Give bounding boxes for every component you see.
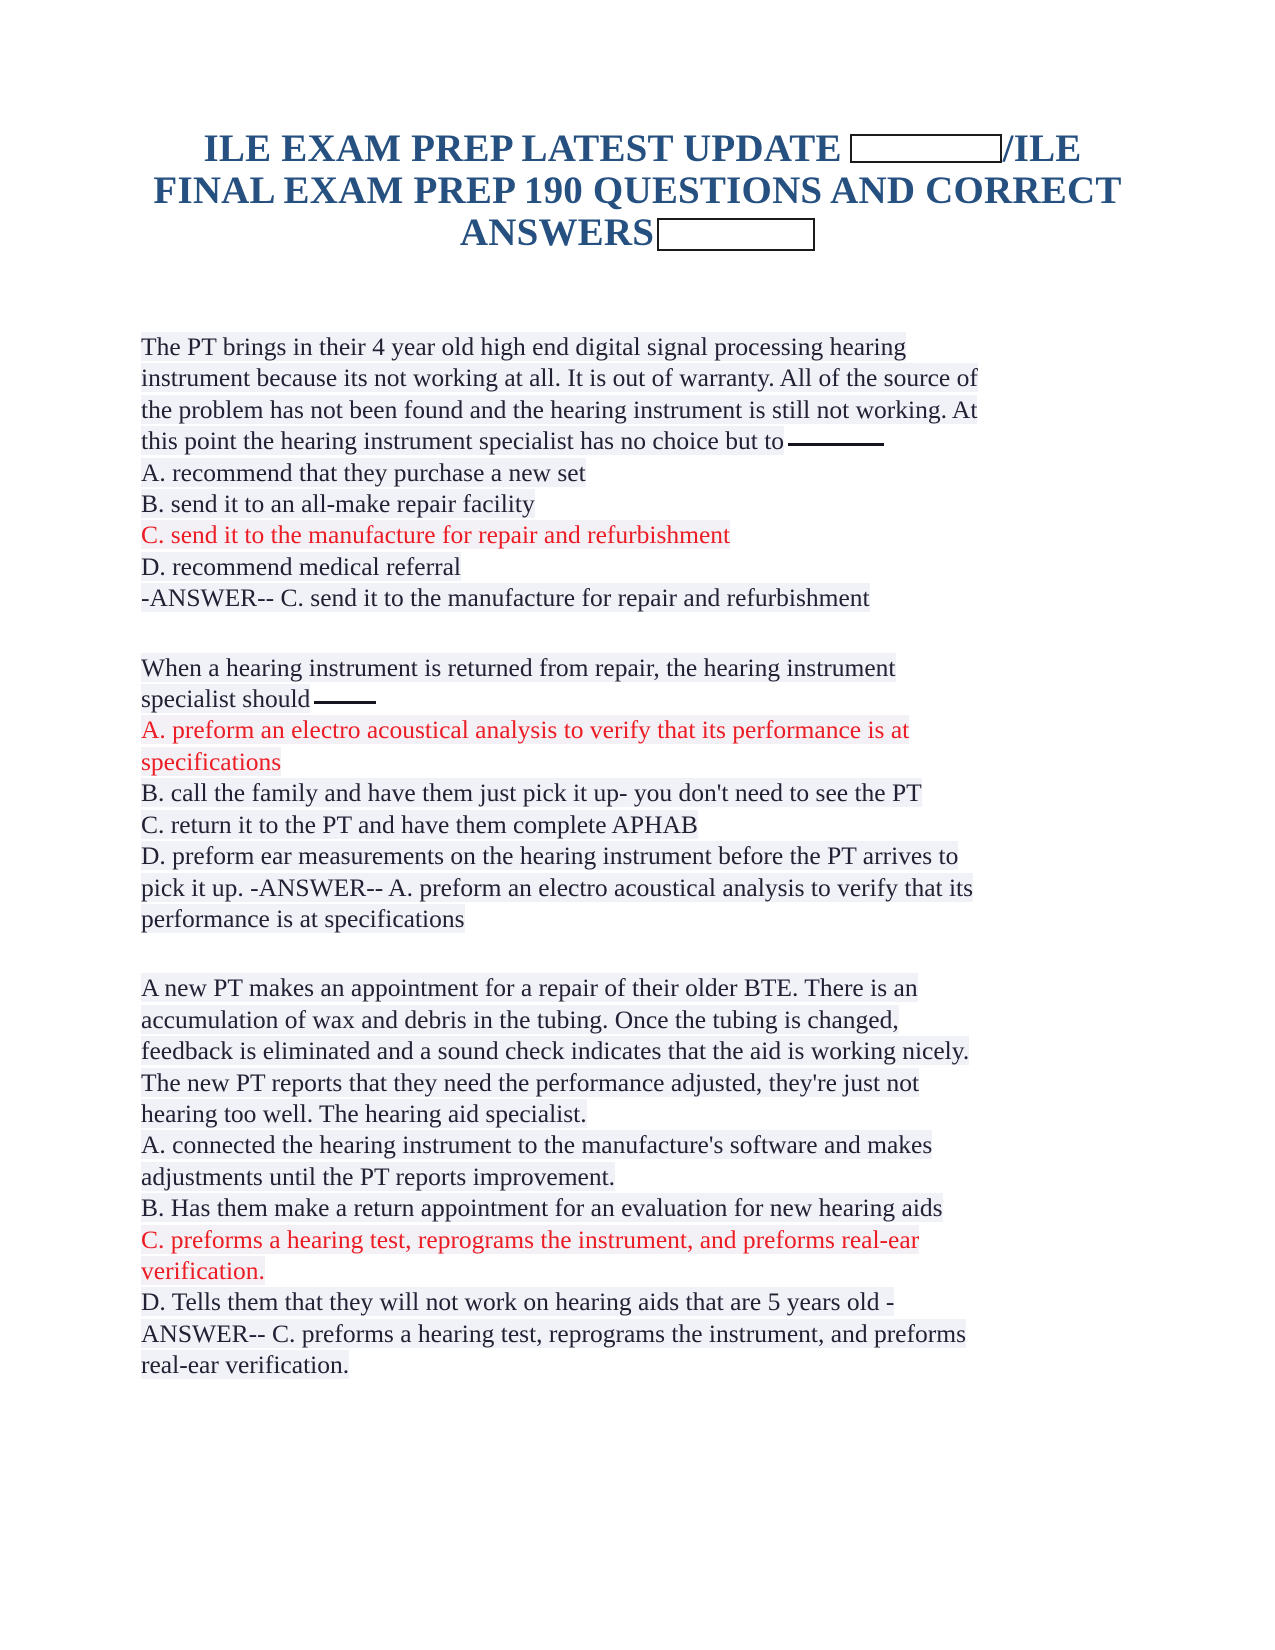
option-line: [141, 809, 1071, 840]
answer-line: [141, 903, 1071, 934]
answer-text: real-ear verification.: [141, 1350, 350, 1380]
question-stem-text: The PT brings in their 4 year old high end digital signal processing hearing: [141, 332, 907, 361]
answer-text: ANSWER-- C. preforms a hearing test, reprograms the instrument, and preforms: [141, 1318, 966, 1348]
option-line: [141, 1192, 1071, 1223]
question-block: [141, 652, 1071, 935]
option-text: preform an electro acoustical analysis to verify that its performance is at: [172, 715, 910, 745]
answer-line: [141, 1318, 1071, 1349]
question-stem-line: [141, 1098, 1071, 1129]
option-line: [141, 1129, 1071, 1160]
title-line-1-suffix: /ILE: [1002, 127, 1082, 170]
fill-in-blank: [314, 701, 376, 704]
option-text: connected the hearing instrument to the manufacture's software and makes: [172, 1130, 933, 1160]
question-stem-line: [141, 1035, 1071, 1066]
title-line-3: [0, 212, 1275, 254]
option-line-correct-cont: [141, 1255, 1071, 1286]
fill-in-blank: [788, 443, 884, 446]
option-label: A.: [141, 457, 166, 487]
option-label: C.: [141, 520, 165, 550]
option-label: C.: [141, 809, 165, 839]
option-text: send it to the manufacture for repair and refurbishment: [170, 520, 731, 550]
option-text: recommend medical referral: [172, 551, 462, 581]
option-line-cont: [141, 1161, 1071, 1192]
question-stem-line: [141, 425, 1071, 456]
option-line-correct: [141, 714, 1071, 745]
option-line-correct-cont: [141, 746, 1071, 777]
option-label: C.: [141, 1224, 165, 1254]
option-text: preform ear measurements on the hearing instrument before the PT arrives to: [172, 841, 959, 871]
option-line: [141, 551, 1071, 582]
option-line: [141, 457, 1071, 488]
question-block: [141, 331, 1071, 614]
option-label: A.: [141, 715, 166, 745]
title-line-1-text: ILE EXAM PREP LATEST UPDATE: [203, 127, 842, 170]
option-text: send it to an all-make repair facility: [170, 489, 535, 519]
question-stem-text: instrument because its not working at all. It is out of warranty. All of the source of: [141, 363, 978, 393]
question-stem-text: feedback is eliminated and a sound check indicates that the aid is working nicely.: [141, 1036, 970, 1066]
question-stem-line: [141, 1067, 1071, 1098]
option-label: A.: [141, 1130, 166, 1160]
question-stem-line: [141, 362, 1071, 393]
option-line-correct: [141, 519, 1071, 550]
question-stem-line: [141, 683, 1071, 714]
question-stem-line: [141, 394, 1071, 425]
answer-text: pick it up. -ANSWER-- A. preform an electro acoustical analysis to verify that its: [141, 872, 974, 902]
option-text: call the family and have them just pick it up- you don't need to see the PT: [170, 778, 922, 808]
question-stem-line: [141, 1004, 1071, 1035]
question-stem-text: When a hearing instrument is returned from repair, the hearing instrument: [141, 652, 896, 682]
question-stem-text: the problem has not been found and the hearing instrument is still not working. At: [141, 394, 978, 424]
option-text: return it to the PT and have them complete APHAB: [170, 809, 698, 839]
option-text: preforms a hearing test, reprograms the instrument, and preforms real-ear: [170, 1224, 920, 1254]
question-stem-text: hearing too well. The hearing aid specialist.: [141, 1098, 587, 1128]
option-label: D.: [141, 551, 166, 581]
answer-line: [141, 1349, 1071, 1380]
answer-text: performance is at specifications: [141, 903, 465, 933]
redacted-date-box-2: [657, 218, 815, 251]
title-line-2: FINAL EXAM PREP 190 QUESTIONS AND CORRECT: [153, 169, 1122, 212]
question-stem-text: this point the hearing instrument specialist has no choice but to: [141, 426, 785, 456]
option-text-cont: adjustments until the PT reports improvement.: [141, 1161, 616, 1191]
title-line-1: [0, 128, 1275, 170]
page-title: [0, 0, 1275, 254]
option-label: B.: [141, 778, 165, 808]
question-stem-line: [141, 331, 1071, 362]
option-line: [141, 1286, 1071, 1317]
question-stem-text: accumulation of wax and debris in the tubing. Once the tubing is changed,: [141, 1004, 899, 1034]
option-text-cont: specifications: [141, 746, 282, 776]
document-body: [141, 331, 1071, 1381]
redacted-date-box-1: [850, 134, 1002, 163]
question-stem-text: The new PT reports that they need the performance adjusted, they're just not: [141, 1067, 920, 1097]
option-line-correct: [141, 1224, 1071, 1255]
option-line: [141, 777, 1071, 808]
option-label: D.: [141, 841, 166, 871]
option-line: [141, 840, 1071, 871]
question-stem-line: [141, 652, 1071, 683]
option-label: B.: [141, 489, 165, 519]
option-text: Has them make a return appointment for an evaluation for new hearing aids: [170, 1193, 943, 1223]
option-label: B.: [141, 1193, 165, 1223]
question-stem-text: A new PT makes an appointment for a repair of their older BTE. There is an: [141, 973, 918, 1003]
title-line-3-text: ANSWERS: [459, 211, 655, 254]
option-text-cont: verification.: [141, 1255, 265, 1285]
option-label: D.: [141, 1287, 166, 1317]
answer-line: [141, 872, 1071, 903]
answer-text: -ANSWER-- C. send it to the manufacture for repair and refurbishment: [141, 583, 870, 613]
question-stem-line: [141, 972, 1071, 1003]
question-block: [141, 972, 1071, 1380]
question-stem-text: specialist should: [141, 684, 311, 714]
answer-line: [141, 582, 1071, 613]
option-text: Tells them that they will not work on hearing aids that are 5 years old -: [171, 1287, 895, 1317]
option-text: recommend that they purchase a new set: [172, 457, 586, 487]
option-line: [141, 488, 1071, 519]
